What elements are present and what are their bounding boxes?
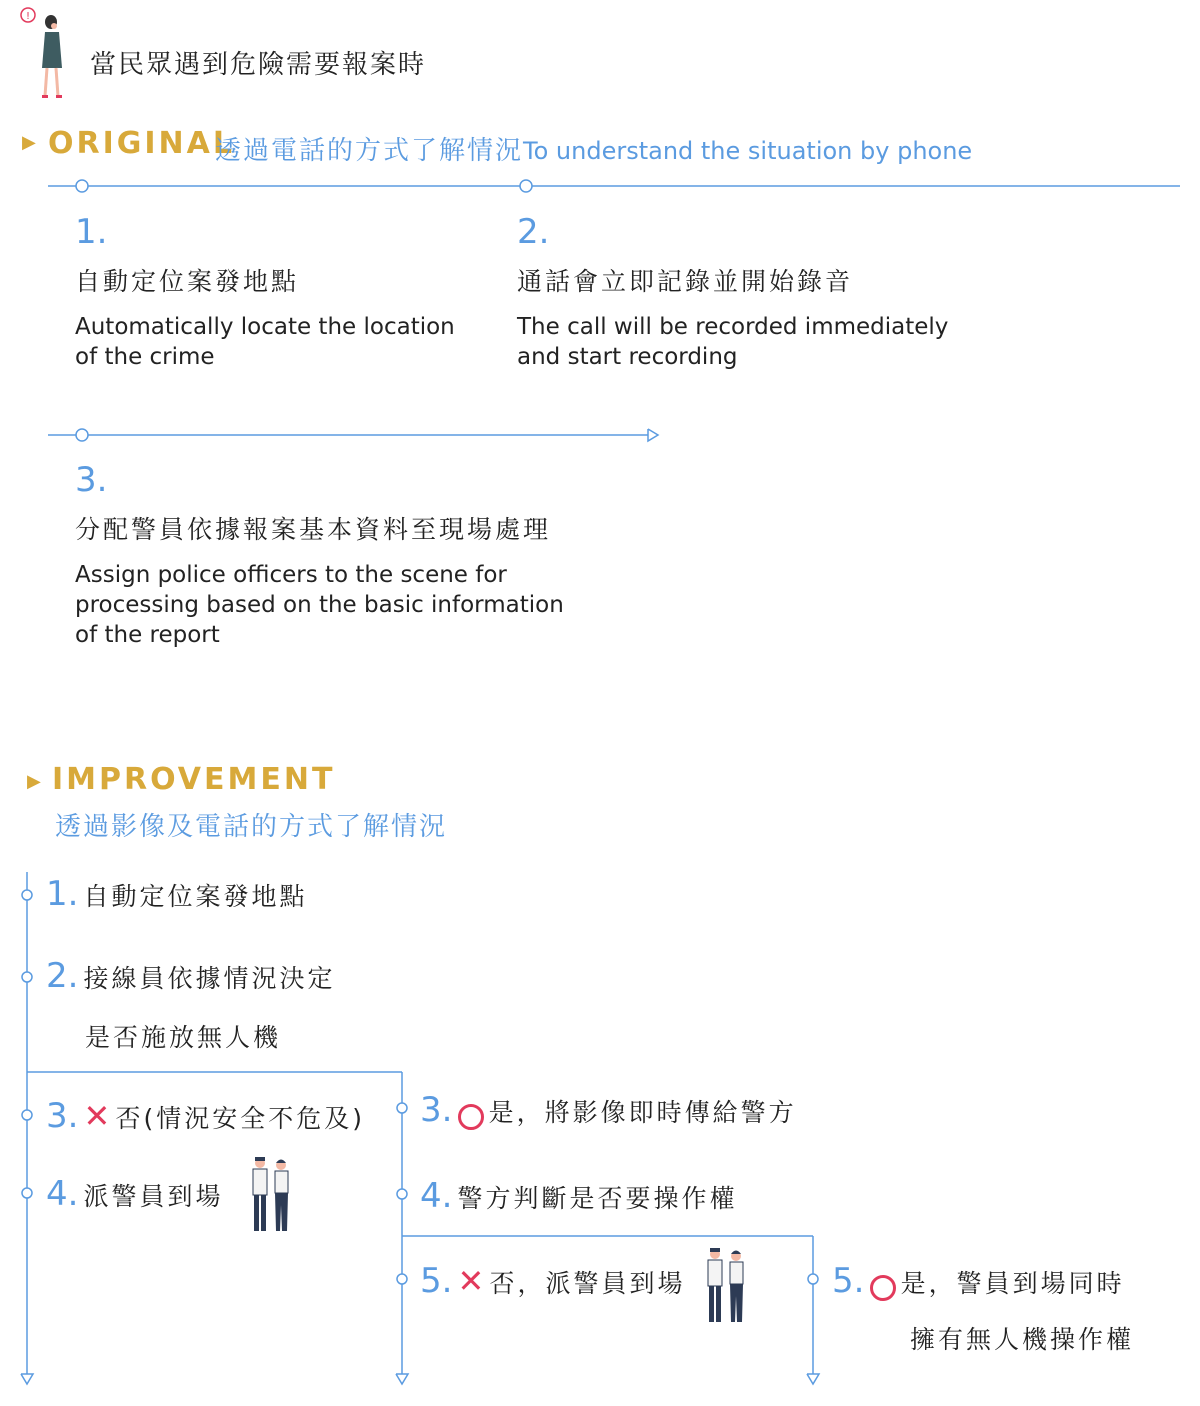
page-title: 當民眾遇到危險需要報案時 bbox=[90, 50, 427, 80]
step-text: 否(情況安全不危及) bbox=[115, 1104, 365, 1133]
step-text: 接線員依據情況決定 bbox=[83, 964, 336, 993]
improvement-label: IMPROVEMENT bbox=[52, 762, 336, 797]
step-number: 5. bbox=[420, 1261, 453, 1301]
step-text: 派警員到場 bbox=[83, 1182, 224, 1211]
woman-phone-illustration bbox=[18, 6, 68, 106]
original-label: ORIGINAL bbox=[48, 126, 235, 161]
step-number: 1. bbox=[75, 212, 108, 252]
step-text-zh: 自動定位案發地點 bbox=[75, 267, 300, 296]
improvement-subtitle: 透過影像及電話的方式了解情況 bbox=[55, 812, 448, 842]
step-text-en-line1: Assign police officers to the scene for bbox=[75, 562, 507, 588]
original-step-2 bbox=[517, 212, 1017, 372]
step-number: 4. bbox=[420, 1176, 453, 1216]
police-officers-icon bbox=[700, 1246, 752, 1330]
svg-text:!: ! bbox=[25, 11, 31, 22]
step-number: 3. bbox=[46, 1096, 79, 1136]
circle-icon bbox=[870, 1275, 896, 1301]
cross-icon: ✕ bbox=[457, 1262, 485, 1300]
step-text: 是，警員到場同時 bbox=[900, 1269, 1125, 1298]
step-text: 警方判斷是否要操作權 bbox=[457, 1184, 738, 1213]
circle-icon bbox=[458, 1104, 484, 1130]
step-text: 否，派警員到場 bbox=[489, 1269, 686, 1298]
improvement-step-4-left bbox=[46, 1174, 224, 1214]
improvement-step-5-yes-line2: 擁有無人機操作權 bbox=[910, 1325, 1135, 1354]
step-text-en-line2: of the crime bbox=[75, 344, 215, 370]
step-text: 自動定位案發地點 bbox=[83, 882, 308, 911]
step-number: 2. bbox=[517, 212, 550, 252]
step-text-en-line1: The call will be recorded immediately bbox=[517, 314, 949, 340]
step-text-en-line1: Automatically locate the location bbox=[75, 314, 455, 340]
step-number: 3. bbox=[75, 460, 108, 500]
step-text-zh: 通話會立即記錄並開始錄音 bbox=[517, 267, 854, 296]
step-text-zh: 分配警員依據報案基本資料至現場處理 bbox=[75, 515, 552, 544]
step-text-en-line2: and start recording bbox=[517, 344, 738, 370]
step-text-en-line2: processing based on the basic information bbox=[75, 592, 564, 618]
step-number: 4. bbox=[46, 1174, 79, 1214]
improvement-step-5-yes bbox=[832, 1261, 1125, 1301]
step-number: 1. bbox=[46, 874, 79, 914]
original-subtitle-en: To understand the situation by phone bbox=[523, 137, 973, 165]
improvement-step-2 bbox=[46, 956, 336, 996]
improvement-step-3-yes bbox=[420, 1090, 797, 1130]
cross-icon: ✕ bbox=[83, 1097, 111, 1135]
original-step-3 bbox=[75, 460, 655, 650]
police-officers-icon bbox=[245, 1155, 297, 1239]
triangle-bullet-icon: ▶ bbox=[27, 771, 41, 792]
step-number: 2. bbox=[46, 956, 79, 996]
improvement-step-3-no bbox=[46, 1096, 365, 1136]
improvement-step-1 bbox=[46, 874, 308, 914]
step-number: 3. bbox=[420, 1090, 453, 1130]
original-subtitle-zh: 透過電話的方式了解情況 bbox=[215, 136, 524, 166]
step-text-en-line3: of the report bbox=[75, 622, 220, 648]
original-subtitle bbox=[215, 130, 972, 167]
improvement-step-5-no bbox=[420, 1261, 685, 1301]
original-step-1 bbox=[75, 212, 495, 372]
triangle-bullet-icon: ▶ bbox=[22, 132, 36, 153]
improvement-step-2-line2: 是否施放無人機 bbox=[85, 1023, 282, 1052]
step-text: 是，將影像即時傳給警方 bbox=[488, 1098, 797, 1127]
improvement-step-4-right bbox=[420, 1176, 738, 1216]
step-number: 5. bbox=[832, 1261, 865, 1301]
